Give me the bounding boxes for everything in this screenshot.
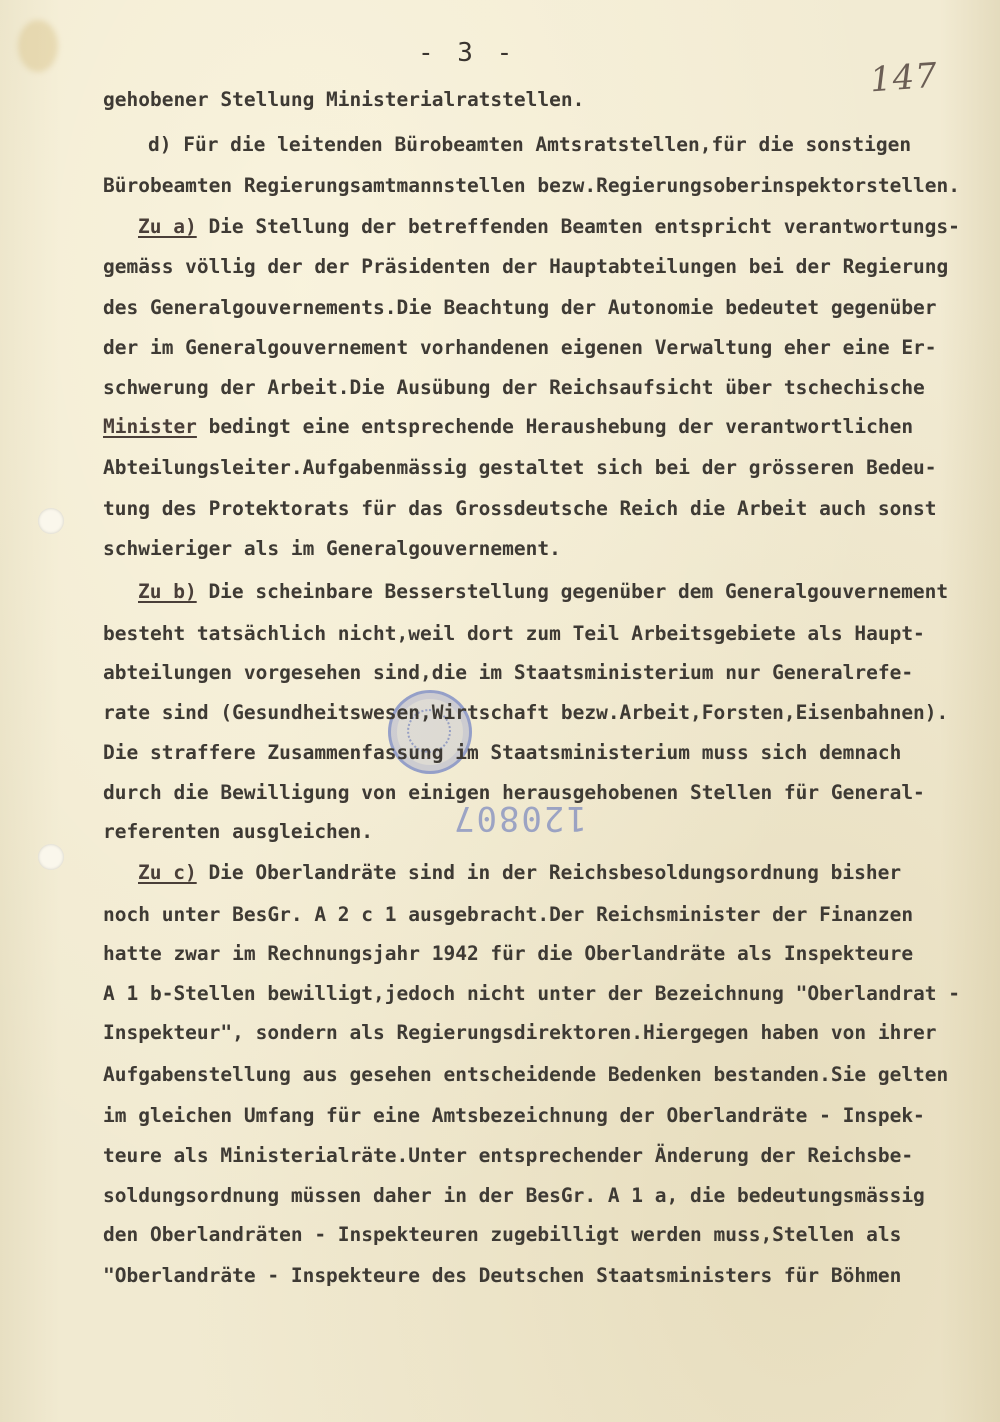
- text-line: Minister bedingt eine entsprechende Heraushebung der verantwortlichen: [103, 415, 914, 438]
- text-line: Zu a) Die Stellung der betreffenden Beamten entspricht verantwortungs-: [138, 215, 960, 238]
- text-line: rate sind (Gesundheitswesen,Wirtschaft bezw.Arbeit,Forsten,Eisenbahnen).: [103, 701, 949, 724]
- text-line: Aufgabenstellung aus gesehen entscheidende Bedenken bestanden.Sie gelten: [103, 1063, 949, 1086]
- underlined-word-minister: Minister: [103, 415, 197, 438]
- text-line: den Oberlandräten - Inspekteuren zugebilligt werden muss,Stellen als: [103, 1223, 902, 1246]
- section-marker-a: Zu a): [138, 215, 197, 238]
- text-line: gemäss völlig der der Präsidenten der Hauptabteilungen bei der Regierung: [103, 255, 949, 278]
- text-line: gehobener Stellung Ministerialratstellen.: [103, 88, 585, 111]
- text-line: Abteilungsleiter.Aufgabenmässig gestaltet sich bei der grösseren Bedeu-: [103, 456, 937, 479]
- text-line: d) Für die leitenden Bürobeamten Amtsratstellen,für die sonstigen: [148, 133, 912, 156]
- page-number: - 3 -: [418, 38, 517, 68]
- text-line: tung des Protektorats für das Grossdeutsche Reich die Arbeit auch sonst: [103, 497, 937, 520]
- text-line: schwerung der Arbeit.Die Ausübung der Reichsaufsicht über tschechische: [103, 376, 925, 399]
- text-line: soldungsordnung müssen daher in der BesGr. A 1 a, die bedeutungsmässig: [103, 1184, 925, 1207]
- text-line: durch die Bewilligung von einigen herausgehobenen Stellen für General-: [103, 781, 925, 804]
- text-line: referenten ausgleichen.: [103, 820, 374, 843]
- text-line: der im Generalgouvernement vorhandenen eigenen Verwaltung eher eine Er-: [103, 336, 937, 359]
- text-line: im gleichen Umfang für eine Amtsbezeichnung der Oberlandräte - Inspek-: [103, 1104, 925, 1127]
- text-line: hatte zwar im Rechnungsjahr 1942 für die Oberlandräte als Inspekteure: [103, 942, 914, 965]
- text-line: besteht tatsächlich nicht,weil dort zum Teil Arbeitsgebiete als Haupt-: [103, 622, 925, 645]
- text-line: Zu c) Die Oberlandräte sind in der Reichsbesoldungsordnung bisher: [138, 861, 902, 884]
- text-line: A 1 b-Stellen bewilligt,jedoch nicht unter der Bezeichnung "Oberlandrat -: [103, 982, 961, 1005]
- section-marker-b: Zu b): [138, 580, 197, 603]
- text-line: Die straffere Zusammenfassung im Staatsministerium muss sich demnach: [103, 741, 902, 764]
- text-line: Zu b) Die scheinbare Besserstellung gegenüber dem Generalgouvernement: [138, 580, 949, 603]
- text-line: Bürobeamten Regierungsamtmannstellen bezw.Regierungsoberinspektorstellen.: [103, 174, 961, 197]
- text-line: des Generalgouvernements.Die Beachtung der Autonomie bedeutet gegenüber: [103, 296, 937, 319]
- text-line: abteilungen vorgesehen sind,die im Staatsministerium nur Generalrefe-: [103, 661, 914, 684]
- section-marker-c: Zu c): [138, 861, 197, 884]
- text-line: "Oberlandräte - Inspekteure des Deutschen Staatsministers für Böhmen: [103, 1264, 902, 1287]
- handwritten-folio-number: 147: [868, 55, 940, 101]
- text-line: teure als Ministerialräte.Unter entsprechender Änderung der Reichsbe-: [103, 1144, 914, 1167]
- text-line: noch unter BesGr. A 2 c 1 ausgebracht.Der Reichsminister der Finanzen: [103, 903, 914, 926]
- archive-stamp-number: 120807: [452, 798, 587, 838]
- text-line: Inspekteur", sondern als Regierungsdirektoren.Hiergegen haben von ihrer: [103, 1021, 937, 1044]
- text-line: schwieriger als im Generalgouvernement.: [103, 537, 561, 560]
